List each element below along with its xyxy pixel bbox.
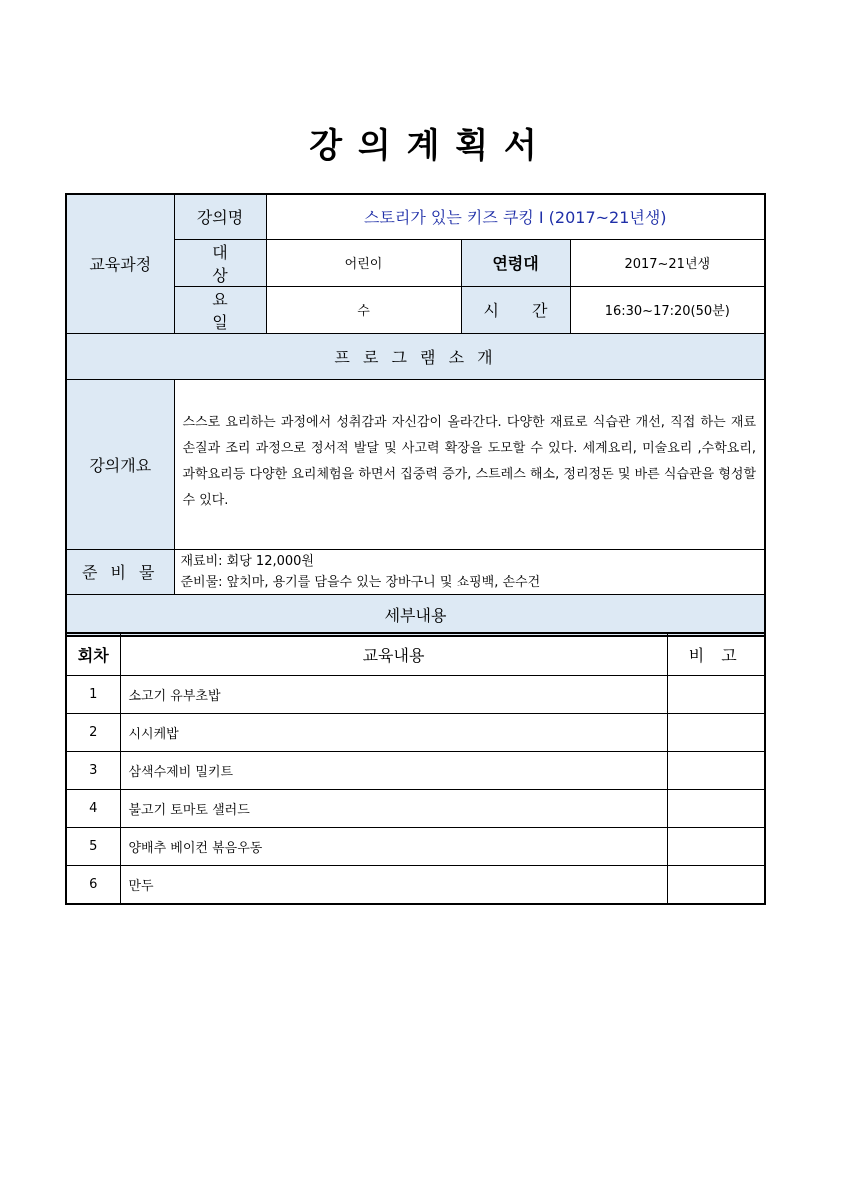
details-table — [65, 632, 766, 905]
session-number: 6 — [66, 865, 120, 904]
session-content: 불고기 토마토 샐러드 — [120, 789, 667, 827]
prep-items: 준비물: 앞치마, 용기를 담을수 있는 장바구니 및 쇼핑백, 손수건 — [180, 574, 541, 590]
age-value: 2017~21년생 — [570, 239, 765, 286]
target-label: 대 상 — [174, 239, 266, 286]
table-row — [66, 789, 765, 827]
session-note — [667, 789, 765, 827]
overview-label: 강의개요 — [66, 379, 174, 549]
table-row — [66, 713, 765, 751]
prep-content — [174, 549, 765, 594]
session-note — [667, 751, 765, 789]
session-number: 4 — [66, 789, 120, 827]
day-label: 요 일 — [174, 286, 266, 333]
col-session-header: 회차 — [66, 633, 120, 675]
session-note — [667, 713, 765, 751]
session-number: 2 — [66, 713, 120, 751]
session-number: 1 — [66, 675, 120, 713]
age-label: 연령대 — [461, 239, 570, 286]
session-note — [667, 675, 765, 713]
session-content: 삼색수제비 밀키트 — [120, 751, 667, 789]
col-content-header: 교육내용 — [120, 633, 667, 675]
time-value: 16:30~17:20(50분) — [570, 286, 765, 333]
table-row — [66, 865, 765, 904]
day-value: 수 — [266, 286, 461, 333]
course-name: 스토리가 있는 키즈 쿠킹 I (2017~21년생) — [266, 194, 765, 239]
overview-text: 스스로 요리하는 과정에서 성취감과 자신감이 올라간다. 다양한 재료로 식습관 개선, 직접 하는 재료 손질과 조리 과정으로 정서적 발달 및 사고력 확장을 도모할 수 있다. 세계요리, 미술요리 ,수학요리, 과학요리등 다양한 요리체험을 하면서 집중력 증가, 스트레스 해소, 정리정돈 및 바른 식습관을 형성할 수 있다. — [174, 379, 765, 549]
time-label: 시 간 — [461, 286, 570, 333]
prep-fee: 재료비: 회당 12,000원 — [180, 553, 314, 569]
target-value: 어린이 — [266, 239, 461, 286]
course-name-label: 강의명 — [174, 194, 266, 239]
course-info-table — [65, 193, 766, 637]
table-row — [66, 827, 765, 865]
session-content: 시시케밥 — [120, 713, 667, 751]
prep-label: 준 비 물 — [66, 549, 174, 594]
details-header: 세부내용 — [66, 594, 765, 636]
program-header: 프 로 그 램 소 개 — [66, 333, 765, 379]
session-content: 양배추 베이컨 볶음우동 — [120, 827, 667, 865]
table-row — [66, 751, 765, 789]
session-content: 소고기 유부초밥 — [120, 675, 667, 713]
session-note — [667, 827, 765, 865]
session-number: 5 — [66, 827, 120, 865]
table-row — [66, 675, 765, 713]
page-title: 강 의 계 획 서 — [309, 126, 539, 166]
session-note — [667, 865, 765, 904]
session-number: 3 — [66, 751, 120, 789]
session-content: 만두 — [120, 865, 667, 904]
course-group-label: 교육과정 — [66, 194, 174, 333]
col-note-header: 비 고 — [667, 633, 765, 675]
